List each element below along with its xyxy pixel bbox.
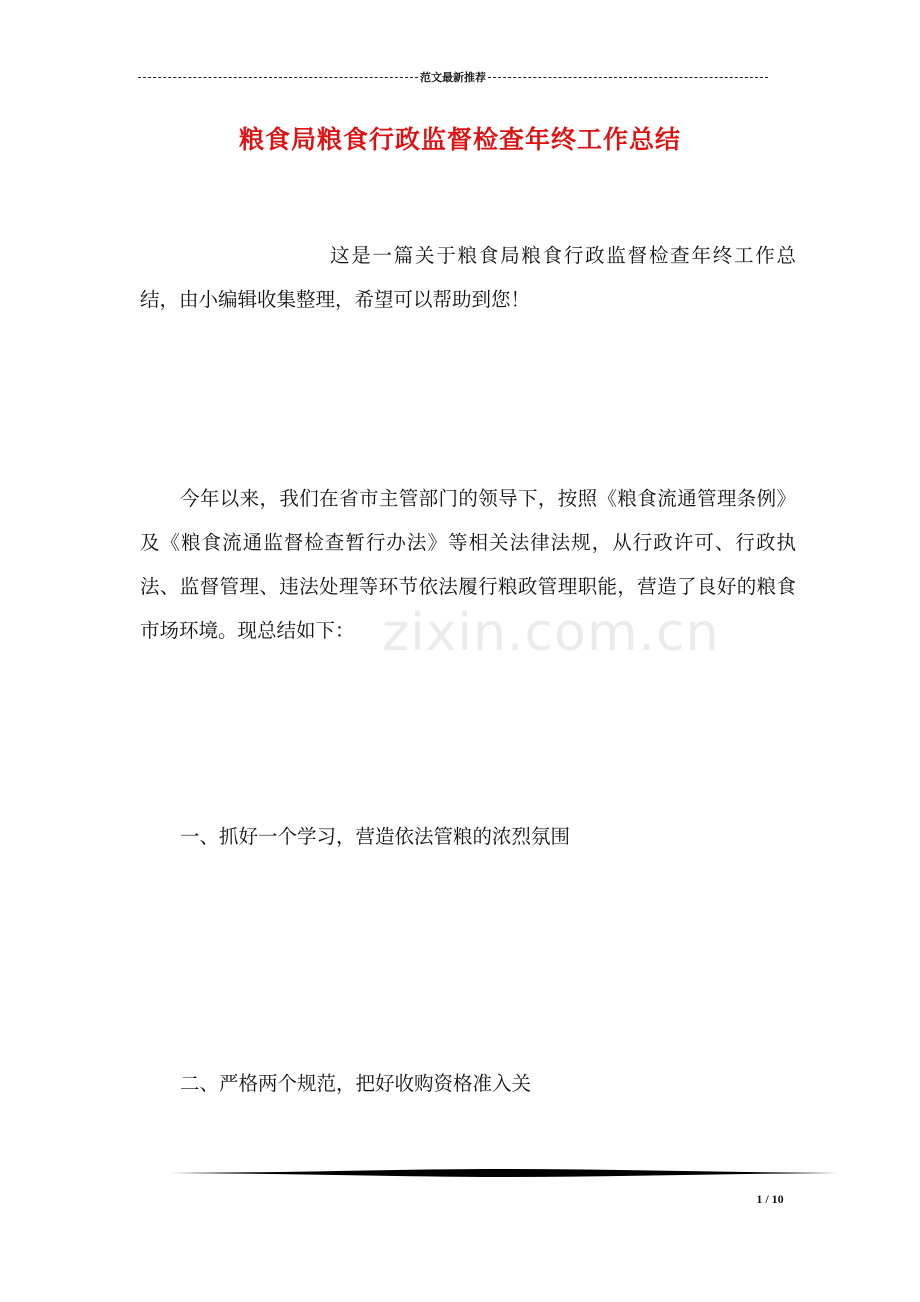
header-banner	[138, 68, 768, 86]
header-dash-left	[138, 77, 418, 78]
intro-paragraph: 这是一篇关于粮食局粮食行政监督检查年终工作总结，由小编辑收集整理，希望可以帮助到您！	[140, 244, 796, 311]
header-label: 范文最新推荐	[420, 72, 486, 84]
document-title: 粮食局粮食行政监督检查年终工作总结	[238, 125, 681, 154]
watermark-text: zixin.com.cn	[382, 603, 720, 663]
section-heading-1: 一、抓好一个学习，营造依法管粮的浓烈氛围	[180, 825, 571, 848]
page-number: 1 / 10	[756, 1192, 784, 1206]
footer-divider	[140, 1168, 864, 1178]
section-heading-2: 二、严格两个规范，把好收购资格准入关	[180, 1072, 532, 1095]
body-paragraph: 今年以来，我们在省市主管部门的领导下，按照《粮食流通管理条例》及《粮食流通监督检查暂行办法》等相关法律法规，从行政许可、行政执法、监督管理、违法处理等环节依法履行粮政管理职能，营造了良好的粮食市场环境。现总结如下：	[140, 487, 796, 642]
header-dash-right	[488, 77, 768, 78]
